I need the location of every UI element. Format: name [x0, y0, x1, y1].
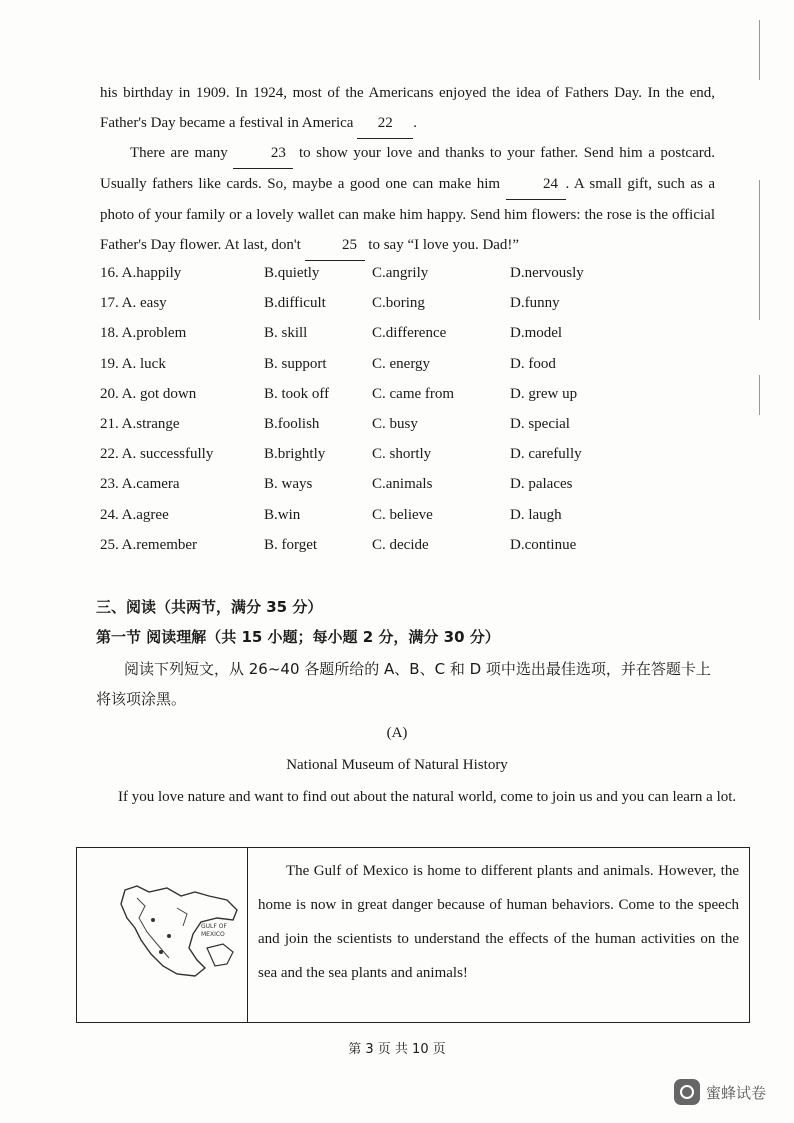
- option-d: D.funny: [510, 295, 560, 312]
- option-b: B.foolish: [264, 415, 320, 432]
- option-row-23: [100, 469, 720, 499]
- passage-title: National Museum of Natural History: [286, 757, 508, 773]
- option-a: 22. A. successfully: [100, 446, 214, 463]
- option-d: D. special: [510, 415, 570, 432]
- page-number: 第 3 页 共 10 页: [348, 1042, 446, 1057]
- option-b: B. support: [264, 355, 327, 372]
- option-row-24: [100, 500, 720, 530]
- option-b: B.quietly: [264, 265, 320, 281]
- passage-text: There are many: [130, 145, 234, 161]
- option-c: C.animals: [372, 476, 433, 493]
- option-d: D. laugh: [510, 506, 562, 523]
- passage-intro: If you love nature and want to find out about the natural world, come to join us and you can learn a lot.: [118, 789, 737, 805]
- map-label: GULF OF: [201, 923, 227, 930]
- option-a: 25. A.remember: [100, 536, 198, 553]
- option-b: B. skill: [264, 325, 308, 342]
- option-b: B. took off: [264, 385, 330, 402]
- passage-text: to show your love and thanks to your father. Send him a postcard. Usually fathers like cards. So, maybe a good one can make him: [100, 145, 715, 192]
- passage-label: (A): [386, 725, 408, 741]
- section-title: 三、阅读（共两节，满分 35 分）: [96, 598, 323, 616]
- passage-text: his birthday in 1909. In 1924, most of the Americans enjoyed the idea of Fathers Day. In the end, Father's Day became a festival in America: [100, 85, 715, 131]
- option-c: C.angrily: [372, 265, 429, 281]
- blank-22: 22: [357, 108, 413, 139]
- info-box: [76, 847, 750, 1023]
- option-c: C. busy: [372, 415, 418, 432]
- option-b: B.win: [264, 506, 301, 523]
- option-c: C. decide: [372, 536, 429, 553]
- option-a: 17. A. easy: [100, 295, 167, 312]
- blank-24: 24: [506, 169, 566, 200]
- option-c: C.boring: [372, 295, 425, 312]
- box-text: The Gulf of Mexico is home to different plants and animals. However, the home is now in great danger because of human behaviors. Come to the speech and join the scientists to understand the effects of the human activities on the sea and the sea plants and animals!: [258, 863, 739, 981]
- option-a: 24. A.agree: [100, 506, 169, 523]
- option-b: B.difficult: [264, 295, 326, 312]
- passage-paragraph-2: [100, 138, 715, 261]
- option-d: D.model: [510, 325, 563, 342]
- option-b: B.brightly: [264, 446, 326, 463]
- watermark: [674, 1079, 766, 1105]
- option-a: 19. A. luck: [100, 355, 166, 372]
- scan-artifact: [759, 375, 760, 415]
- option-d: D.nervously: [510, 265, 584, 281]
- option-row-21: [100, 409, 720, 439]
- section-subtitle: 第一节 阅读理解（共 15 小题；每小题 2 分，满分 30 分）: [96, 628, 500, 646]
- option-c: C. energy: [372, 355, 431, 372]
- option-d: D. food: [510, 355, 556, 372]
- option-d: D. grew up: [510, 385, 578, 402]
- option-d: D.continue: [510, 536, 577, 553]
- section-instruction: 阅读下列短文，从 26~40 各题所给的 A、B、C 和 D 项中选出最佳选项，并在答题卡上将该项涂黑。: [96, 660, 711, 708]
- option-c: C. came from: [372, 385, 455, 402]
- option-row-18: [100, 318, 720, 348]
- option-a: 21. A.strange: [100, 415, 180, 432]
- option-a: 23. A.camera: [100, 476, 180, 493]
- option-row-20: [100, 379, 720, 409]
- option-d: D. carefully: [510, 446, 582, 463]
- gulf-map-icon: [77, 848, 245, 1021]
- option-a: 20. A. got down: [100, 385, 197, 402]
- passage-text: .: [413, 115, 417, 131]
- passage-text: to say “I love you. Dad!”: [364, 237, 520, 253]
- passage-text: . A small gift, such as a photo of your family or a lovely wallet can make him happy. Send him flowers: the rose is the official Father's Day flower. At last, don't: [100, 176, 716, 253]
- option-b: B. ways: [264, 476, 313, 493]
- option-c: C. believe: [372, 506, 433, 523]
- option-d: D. palaces: [510, 476, 573, 493]
- option-row-16: [100, 258, 720, 288]
- watermark-text: 蜜蜂试卷: [705, 1083, 766, 1102]
- scan-artifact: [759, 20, 760, 80]
- option-a: 18. A.problem: [100, 325, 187, 342]
- option-row-17: [100, 288, 720, 318]
- option-c: C. shortly: [372, 446, 432, 463]
- blank-23: 23: [233, 138, 293, 169]
- option-row-22: [100, 439, 720, 469]
- option-c: C.difference: [372, 325, 447, 342]
- scan-artifact: [759, 180, 760, 320]
- option-b: B. forget: [264, 536, 318, 553]
- watermark-logo-icon: [674, 1079, 700, 1105]
- map-image: [77, 848, 248, 1022]
- option-row-25: [100, 530, 720, 560]
- option-row-19: [100, 349, 720, 379]
- map-label: MEXICO: [201, 931, 225, 938]
- options-list: [100, 258, 720, 560]
- passage-paragraph-1: [100, 78, 715, 139]
- option-a: 16. A.happily: [100, 265, 182, 281]
- blank-25: 25: [305, 230, 365, 261]
